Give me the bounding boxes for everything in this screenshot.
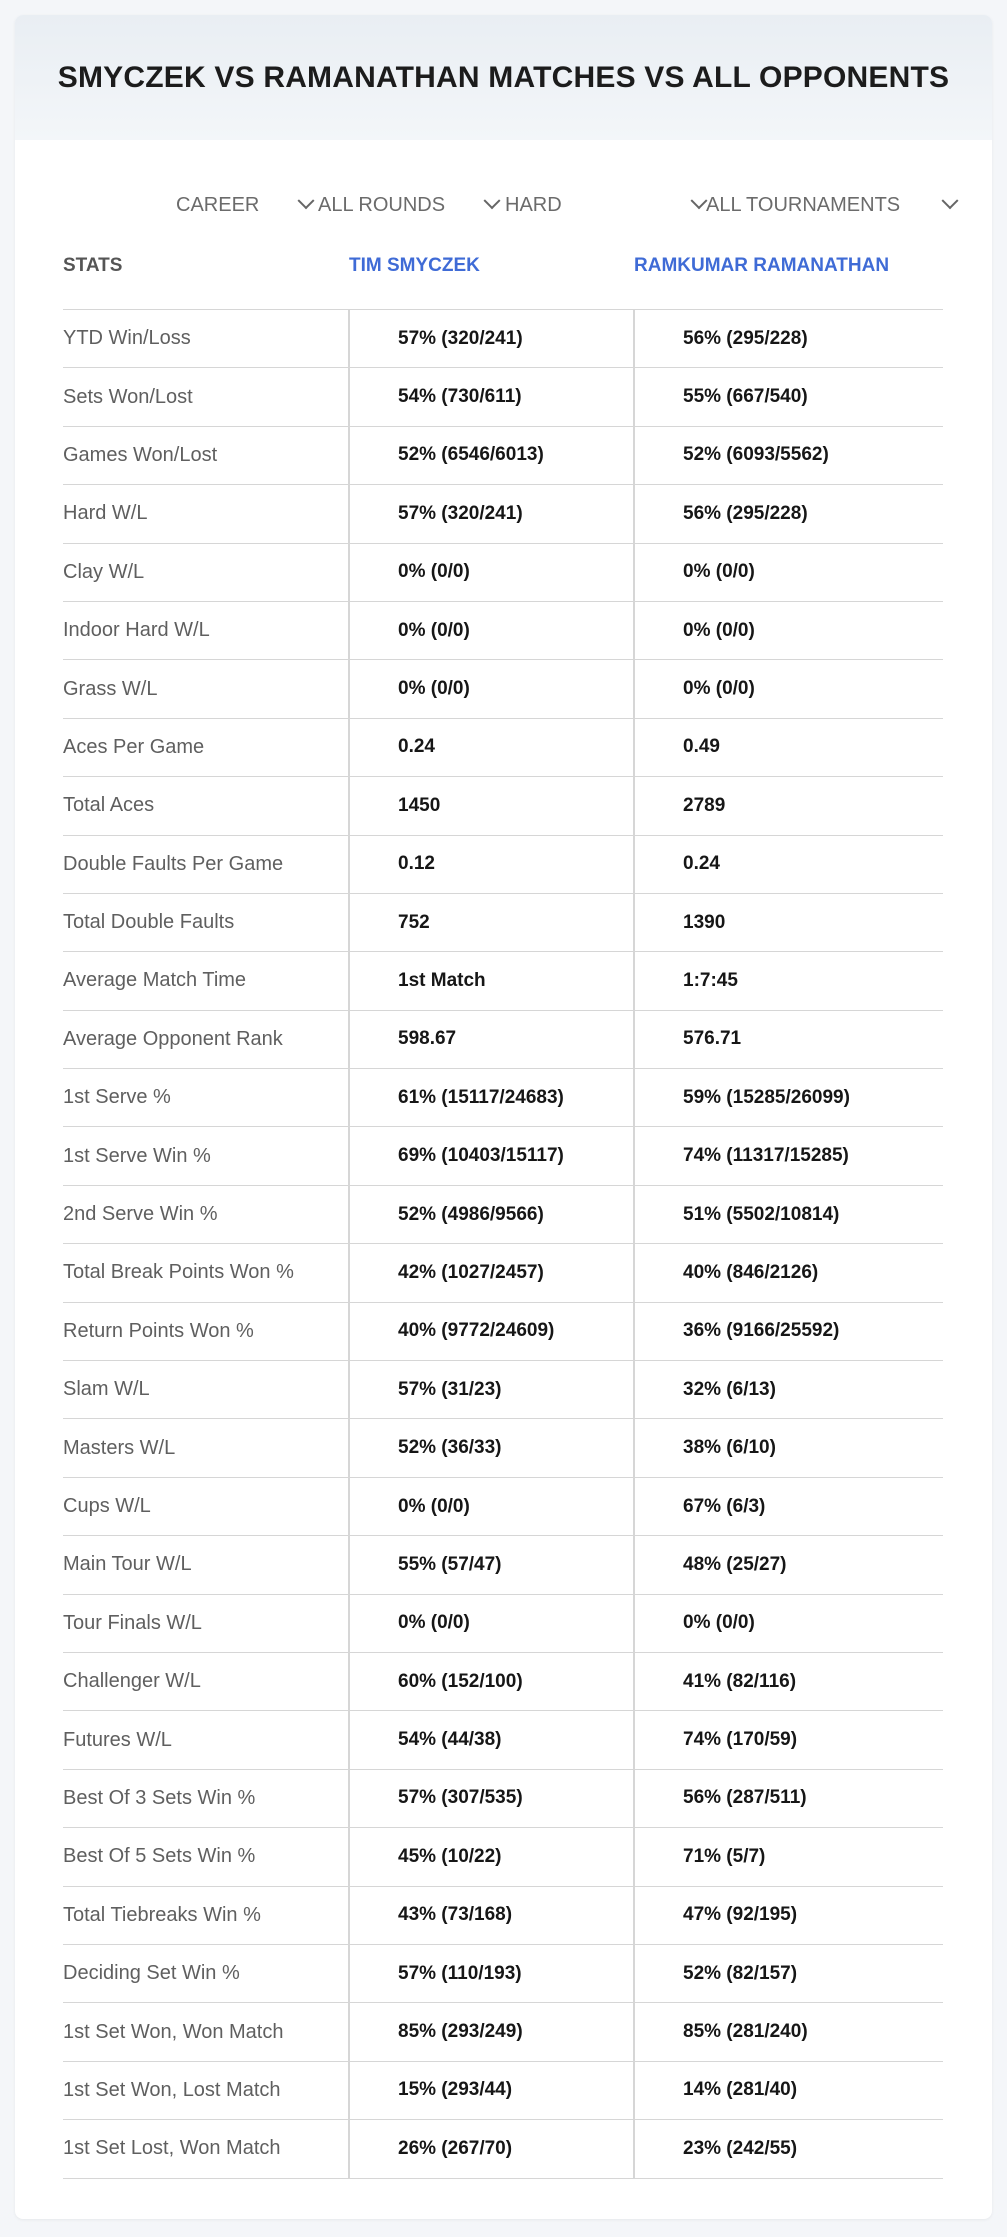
stat-label: Deciding Set Win %	[63, 1962, 240, 1985]
player1-stat-value: 57% (320/241)	[398, 327, 523, 349]
player1-stat-value: 1st Match	[398, 969, 486, 991]
player2-stat-value: 0.49	[683, 736, 720, 758]
player1-link[interactable]: TIM SMYCZEK	[349, 255, 480, 276]
player1-stat-value: 54% (44/38)	[398, 1729, 502, 1751]
player2-stat-value: 47% (92/195)	[683, 1904, 798, 1926]
surface-select-value: HARD	[505, 193, 562, 216]
stat-label: Total Double Faults	[63, 911, 235, 934]
player1-stat-value: 57% (110/193)	[398, 1962, 522, 1984]
player2-stat-value: 14% (281/40)	[683, 2079, 798, 2101]
chevron-down-icon	[484, 192, 501, 209]
player2-stat-value: 51% (5502/10814)	[683, 1203, 840, 1225]
stat-label: 2nd Serve Win %	[63, 1203, 218, 1226]
stat-label: Main Tour W/L	[63, 1553, 192, 1576]
player2-stat-value: 74% (11317/15285)	[683, 1145, 849, 1167]
player1-stat-value: 54% (730/611)	[398, 386, 522, 408]
stat-label: Grass W/L	[63, 677, 158, 700]
player2-stat-value: 55% (667/540)	[683, 386, 808, 408]
stat-label: Average Opponent Rank	[63, 1027, 283, 1050]
player2-stat-value: 85% (281/240)	[683, 2021, 808, 2043]
table-row	[63, 1069, 943, 1127]
table-row	[63, 1653, 943, 1711]
stat-label: Games Won/Lost	[63, 443, 218, 466]
player2-stat-value: 0% (0/0)	[683, 619, 755, 641]
player2-stat-value: 48% (25/27)	[683, 1553, 787, 1575]
player1-stat-value: 43% (73/168)	[398, 1904, 513, 1926]
player1-stat-value: 85% (293/249)	[398, 2021, 523, 2043]
table-row	[63, 1127, 943, 1185]
player1-stat-value: 26% (267/70)	[398, 2137, 513, 2159]
tournaments-select[interactable]	[706, 187, 956, 223]
table-row	[63, 368, 943, 426]
player2-stat-value: 36% (9166/25592)	[683, 1320, 840, 1342]
stats-column-header: STATS	[63, 255, 123, 276]
table-row	[63, 1011, 943, 1069]
stats-table	[63, 309, 943, 2179]
stat-label: Clay W/L	[63, 560, 145, 583]
stat-label: 1st Serve Win %	[63, 1144, 211, 1167]
player1-stat-value: 1450	[398, 794, 441, 816]
table-row	[63, 310, 943, 368]
player1-stat-value: 0.12	[398, 853, 435, 875]
table-row	[63, 1303, 943, 1361]
stat-label: Challenger W/L	[63, 1670, 201, 1693]
player2-stat-value: 0% (0/0)	[683, 561, 755, 583]
player1-stat-value: 15% (293/44)	[398, 2079, 513, 2101]
stat-label: 1st Set Won, Lost Match	[63, 2078, 281, 2101]
player1-stat-value: 0% (0/0)	[398, 561, 470, 583]
player1-stat-value: 61% (15117/24683)	[398, 1086, 564, 1108]
player2-stat-value: 0% (0/0)	[683, 1612, 755, 1634]
player2-stat-value: 59% (15285/26099)	[683, 1086, 850, 1108]
player2-stat-value: 52% (6093/5562)	[683, 444, 829, 466]
stat-label: Hard W/L	[63, 502, 148, 525]
table-row	[63, 2003, 943, 2061]
table-row	[63, 1711, 943, 1769]
player2-stat-value: 38% (6/10)	[683, 1437, 776, 1459]
table-row	[63, 1945, 943, 2003]
stat-label: Masters W/L	[63, 1436, 176, 1459]
career-select-value: CAREER	[176, 193, 260, 216]
stat-label: 1st Set Won, Won Match	[63, 2020, 284, 2043]
player2-stat-value: 56% (295/228)	[683, 327, 808, 349]
stat-label: Slam W/L	[63, 1378, 150, 1401]
player2-stat-value: 56% (295/228)	[683, 502, 808, 524]
table-row	[63, 1770, 943, 1828]
filter-bar	[15, 187, 992, 223]
stat-label: Total Break Points Won %	[63, 1261, 294, 1284]
stat-label: Indoor Hard W/L	[63, 619, 210, 642]
player2-stat-value: 576.71	[683, 1028, 742, 1050]
stat-label: 1st Serve %	[63, 1086, 171, 1109]
table-row	[63, 952, 943, 1010]
stat-label: Futures W/L	[63, 1728, 172, 1751]
table-row	[63, 2062, 943, 2120]
surface-select[interactable]	[505, 187, 705, 223]
table-row	[63, 1419, 943, 1477]
page-title: SMYCZEK VS RAMANATHAN MATCHES VS ALL OPPONENTS	[57, 60, 950, 94]
player1-stat-value: 0% (0/0)	[398, 619, 470, 641]
table-row	[63, 1361, 943, 1419]
player2-stat-value: 2789	[683, 794, 726, 816]
table-row	[63, 1244, 943, 1302]
stat-label: Sets Won/Lost	[63, 385, 193, 408]
stats-card	[15, 15, 992, 2219]
player1-stat-value: 52% (4986/9566)	[398, 1203, 544, 1225]
player2-stat-value: 56% (287/511)	[683, 1787, 807, 1809]
player2-stat-value: 0.24	[683, 853, 720, 875]
table-row	[63, 894, 943, 952]
player2-stat-value: 41% (82/116)	[683, 1670, 797, 1692]
player2-stat-value: 40% (846/2126)	[683, 1261, 819, 1283]
page-header	[15, 15, 992, 140]
chevron-down-icon	[298, 192, 315, 209]
stat-label: 1st Set Lost, Won Match	[63, 2137, 281, 2160]
table-row	[63, 427, 943, 485]
player2-stat-value: 1390	[683, 911, 726, 933]
stat-label: Best Of 3 Sets Win %	[63, 1786, 256, 1809]
player2-stat-value: 1:7:45	[683, 969, 738, 991]
player1-stat-value: 42% (1027/2457)	[398, 1261, 544, 1283]
career-select[interactable]	[176, 187, 312, 223]
table-row	[63, 836, 943, 894]
player1-stat-value: 52% (6546/6013)	[398, 444, 544, 466]
player1-stat-value: 752	[398, 911, 430, 933]
table-row	[63, 1887, 943, 1945]
player1-stat-value: 598.67	[398, 1028, 457, 1050]
table-row	[63, 1186, 943, 1244]
rounds-select-value: ALL ROUNDS	[318, 193, 446, 216]
tournaments-select-value: ALL TOURNAMENTS	[706, 193, 901, 216]
stat-label: Tour Finals W/L	[63, 1611, 202, 1634]
stat-label: Total Tiebreaks Win %	[63, 1903, 261, 1926]
stat-label: Return Points Won %	[63, 1319, 254, 1342]
stat-label: Total Aces	[63, 794, 155, 817]
player2-stat-value: 32% (6/13)	[683, 1378, 776, 1400]
chevron-down-icon	[691, 192, 708, 209]
rounds-select[interactable]	[318, 187, 498, 223]
stat-label: Double Faults Per Game	[63, 852, 284, 875]
stat-label: Cups W/L	[63, 1495, 151, 1517]
player1-stat-value: 0% (0/0)	[398, 1495, 470, 1517]
table-row	[63, 2120, 943, 2178]
table-row	[63, 485, 943, 543]
player1-stat-value: 40% (9772/24609)	[398, 1320, 555, 1342]
player2-stat-value: 0% (0/0)	[683, 678, 755, 700]
table-row	[63, 602, 943, 660]
player2-stat-value: 74% (170/59)	[683, 1729, 798, 1751]
player1-stat-value: 52% (36/33)	[398, 1437, 502, 1459]
player2-stat-value: 67% (6/3)	[683, 1495, 766, 1517]
player2-stat-value: 71% (5/7)	[683, 1845, 766, 1867]
player1-stat-value: 57% (31/23)	[398, 1378, 502, 1400]
stat-label: YTD Win/Loss	[63, 327, 191, 350]
table-row	[63, 660, 943, 718]
player2-stat-value: 23% (242/55)	[683, 2137, 798, 2159]
table-row	[63, 1478, 943, 1536]
table-row	[63, 1595, 943, 1653]
stat-label: Aces Per Game	[63, 735, 205, 758]
table-row	[63, 777, 943, 835]
table-row	[63, 1536, 943, 1594]
player2-link[interactable]: RAMKUMAR RAMANATHAN	[634, 255, 890, 276]
player1-stat-value: 57% (307/535)	[398, 1787, 523, 1809]
stat-label: Average Match Time	[63, 969, 247, 992]
player1-stat-value: 55% (57/47)	[398, 1553, 502, 1575]
player1-stat-value: 0% (0/0)	[398, 678, 470, 700]
table-row	[63, 1828, 943, 1886]
player1-stat-value: 0% (0/0)	[398, 1612, 470, 1634]
player1-stat-value: 60% (152/100)	[398, 1670, 523, 1692]
stat-label: Best Of 5 Sets Win %	[63, 1845, 256, 1868]
player1-stat-value: 57% (320/241)	[398, 502, 523, 524]
player1-stat-value: 69% (10403/15117)	[398, 1145, 564, 1167]
table-row	[63, 544, 943, 602]
player1-stat-value: 45% (10/22)	[398, 1845, 502, 1867]
player2-stat-value: 52% (82/157)	[683, 1962, 798, 1984]
table-row	[63, 719, 943, 777]
player1-stat-value: 0.24	[398, 736, 435, 758]
chevron-down-icon	[942, 192, 959, 209]
